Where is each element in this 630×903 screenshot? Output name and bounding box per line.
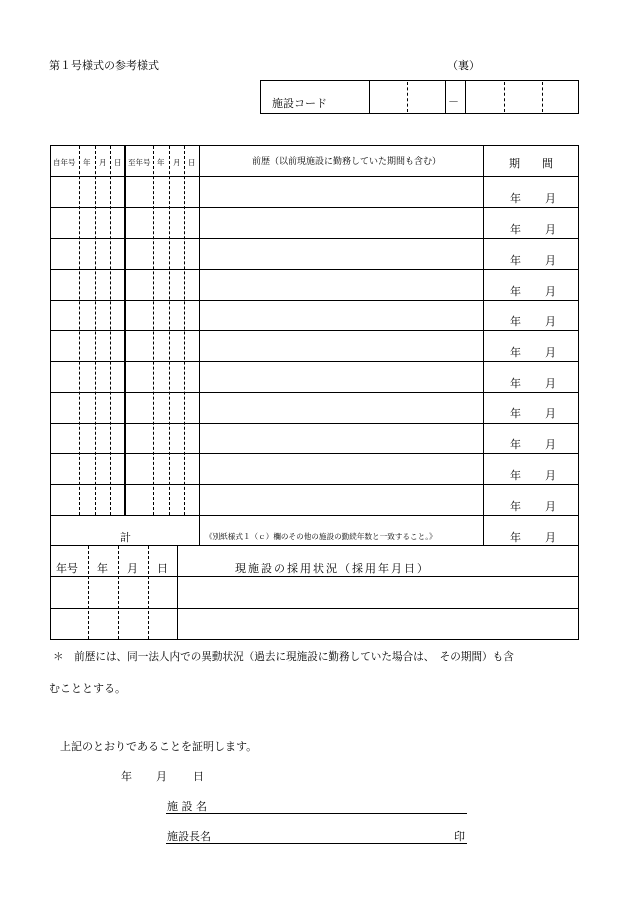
period-year: 年 bbox=[510, 407, 521, 420]
col-to-month: 月 bbox=[173, 158, 181, 167]
col-from-day: 日 bbox=[114, 158, 122, 167]
side-label: （裏） bbox=[447, 59, 480, 72]
col-to-era: 至年号 bbox=[128, 158, 151, 167]
director-line bbox=[166, 843, 467, 844]
date-month: 月 bbox=[156, 770, 167, 783]
history-row-separator bbox=[51, 330, 578, 331]
total-label: 計 bbox=[120, 531, 131, 544]
period-month: 月 bbox=[545, 500, 556, 513]
facility-code-label: 施設コード bbox=[272, 97, 327, 110]
hire-month-divider bbox=[148, 546, 149, 639]
col-from-year: 年 bbox=[83, 158, 91, 167]
hire-col-status: 現施設の採用状況（採用年月日） bbox=[235, 562, 430, 575]
period-year: 年 bbox=[510, 254, 521, 267]
date-year: 年 bbox=[121, 770, 132, 783]
code-divider bbox=[369, 80, 370, 114]
history-row-separator bbox=[51, 484, 578, 485]
col-from-era: 自年号 bbox=[53, 158, 76, 167]
from-month-divider bbox=[110, 146, 111, 515]
col-to-day: 日 bbox=[188, 158, 196, 167]
history-col-divider bbox=[199, 146, 200, 545]
date-day: 日 bbox=[193, 770, 204, 783]
col-from-month: 月 bbox=[99, 158, 107, 167]
hire-col-month: 月 bbox=[127, 562, 138, 575]
hire-col-day: 日 bbox=[157, 562, 168, 575]
period-month: 月 bbox=[545, 346, 556, 359]
from-to-divider bbox=[124, 146, 126, 515]
hire-col-era: 年号 bbox=[56, 562, 78, 575]
history-row-separator bbox=[51, 269, 578, 270]
period-month: 月 bbox=[545, 469, 556, 482]
code-divider bbox=[445, 80, 446, 114]
from-era-divider bbox=[79, 146, 80, 515]
history-row-separator bbox=[51, 453, 578, 454]
form-title: 第１号様式の参考様式 bbox=[49, 59, 159, 72]
history-row-separator bbox=[51, 361, 578, 362]
hire-col-year: 年 bbox=[97, 562, 108, 575]
hire-year-divider bbox=[118, 546, 119, 639]
history-row-separator bbox=[51, 207, 578, 208]
to-month-divider bbox=[184, 146, 185, 515]
note-line-1: ＊ 前歴には、同一法人内での異動状況（過去に現施設に勤務していた場合は、 その期間）も含 bbox=[53, 651, 514, 663]
hire-row-separator bbox=[51, 608, 578, 609]
period-year: 年 bbox=[510, 377, 521, 390]
to-era-divider bbox=[153, 146, 154, 515]
period-year: 年 bbox=[510, 346, 521, 359]
period-col-divider bbox=[483, 146, 484, 545]
facility-name-line bbox=[166, 813, 467, 814]
period-year: 年 bbox=[510, 223, 521, 236]
period-month: 月 bbox=[545, 285, 556, 298]
hire-col-divider bbox=[177, 546, 178, 639]
period-month: 月 bbox=[545, 223, 556, 236]
to-year-divider bbox=[169, 146, 170, 515]
code-dash: － bbox=[448, 95, 459, 108]
total-month: 月 bbox=[545, 531, 556, 544]
period-year: 年 bbox=[510, 315, 521, 328]
period-month: 月 bbox=[545, 254, 556, 267]
hire-header-separator bbox=[51, 576, 578, 577]
history-table bbox=[50, 145, 579, 546]
period-year: 年 bbox=[510, 438, 521, 451]
col-period: 期 間 bbox=[509, 157, 553, 170]
period-year: 年 bbox=[510, 192, 521, 205]
hire-era-divider bbox=[88, 546, 89, 639]
code-divider bbox=[465, 80, 466, 114]
total-year: 年 bbox=[510, 531, 521, 544]
director-label: 施設長名 bbox=[167, 830, 211, 843]
period-month: 月 bbox=[545, 192, 556, 205]
history-row-separator bbox=[51, 515, 578, 516]
col-to-year: 年 bbox=[157, 158, 165, 167]
history-header-separator bbox=[51, 176, 578, 177]
period-month: 月 bbox=[545, 315, 556, 328]
history-row-separator bbox=[51, 392, 578, 393]
history-row-separator bbox=[51, 238, 578, 239]
total-note: 《別紙様式１（ｃ）欄のその他の施設の勤続年数と一致すること。》 bbox=[205, 532, 437, 541]
period-month: 月 bbox=[545, 407, 556, 420]
facility-name-label: 施 設 名 bbox=[167, 800, 207, 813]
col-history: 前歴（以前現施設に勤務していた期間も含む） bbox=[252, 157, 442, 167]
period-month: 月 bbox=[545, 377, 556, 390]
code-digit-divider bbox=[504, 82, 505, 112]
history-row-separator bbox=[51, 423, 578, 424]
period-year: 年 bbox=[510, 500, 521, 513]
hire-table bbox=[50, 545, 579, 640]
period-year: 年 bbox=[510, 469, 521, 482]
period-year: 年 bbox=[510, 285, 521, 298]
period-month: 月 bbox=[545, 438, 556, 451]
code-digit-divider bbox=[407, 82, 408, 112]
note-line-2: むこととする。 bbox=[49, 682, 126, 695]
seal-mark: 印 bbox=[454, 830, 465, 843]
history-row-separator bbox=[51, 300, 578, 301]
certification-statement: 上記のとおりであることを証明します。 bbox=[60, 740, 258, 753]
from-year-divider bbox=[95, 146, 96, 515]
code-digit-divider bbox=[542, 82, 543, 112]
